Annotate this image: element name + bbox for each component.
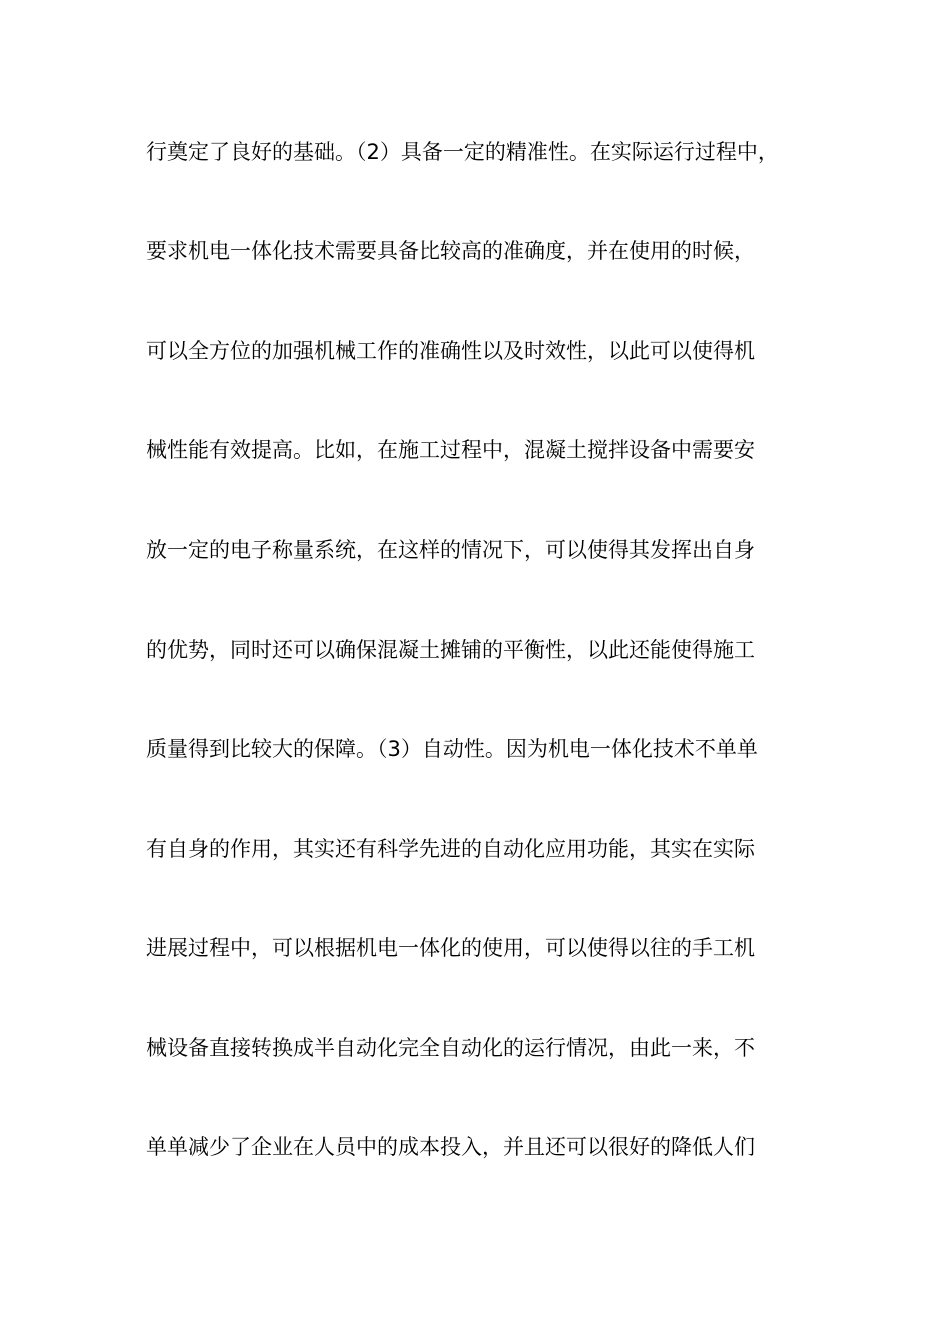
text-line-7: 质量得到比较大的保障。（3）自动性。因为机电一体化技术不单单 xyxy=(146,737,758,761)
text-line-8: 有自身的作用，其实还有科学先进的自动化应用功能，其实在实际 xyxy=(146,837,755,861)
text-line-1: 行奠定了良好的基础。（2）具备一定的精准性。在实际运行过程中， xyxy=(146,140,779,164)
text-line-11: 单单减少了企业在人员中的成本投入，并且还可以很好的降低人们 xyxy=(146,1135,755,1159)
text-line-5: 放一定的电子称量系统，在这样的情况下，可以使得其发挥出自身 xyxy=(146,538,755,562)
text-line-10: 械设备直接转换成半自动化完全自动化的运行情况，由此一来，不 xyxy=(146,1036,755,1060)
text-line-6: 的优势，同时还可以确保混凝土摊铺的平衡性，以此还能使得施工 xyxy=(146,638,755,662)
text-line-9: 进展过程中，可以根据机电一体化的使用，可以使得以往的手工机 xyxy=(146,936,755,960)
text-line-3: 可以全方位的加强机械工作的准确性以及时效性，以此可以使得机 xyxy=(146,339,755,363)
text-line-2: 要求机电一体化技术需要具备比较高的准确度，并在使用的时候， xyxy=(146,239,755,263)
text-line-4: 械性能有效提高。比如，在施工过程中，混凝土搅拌设备中需要安 xyxy=(146,438,755,462)
